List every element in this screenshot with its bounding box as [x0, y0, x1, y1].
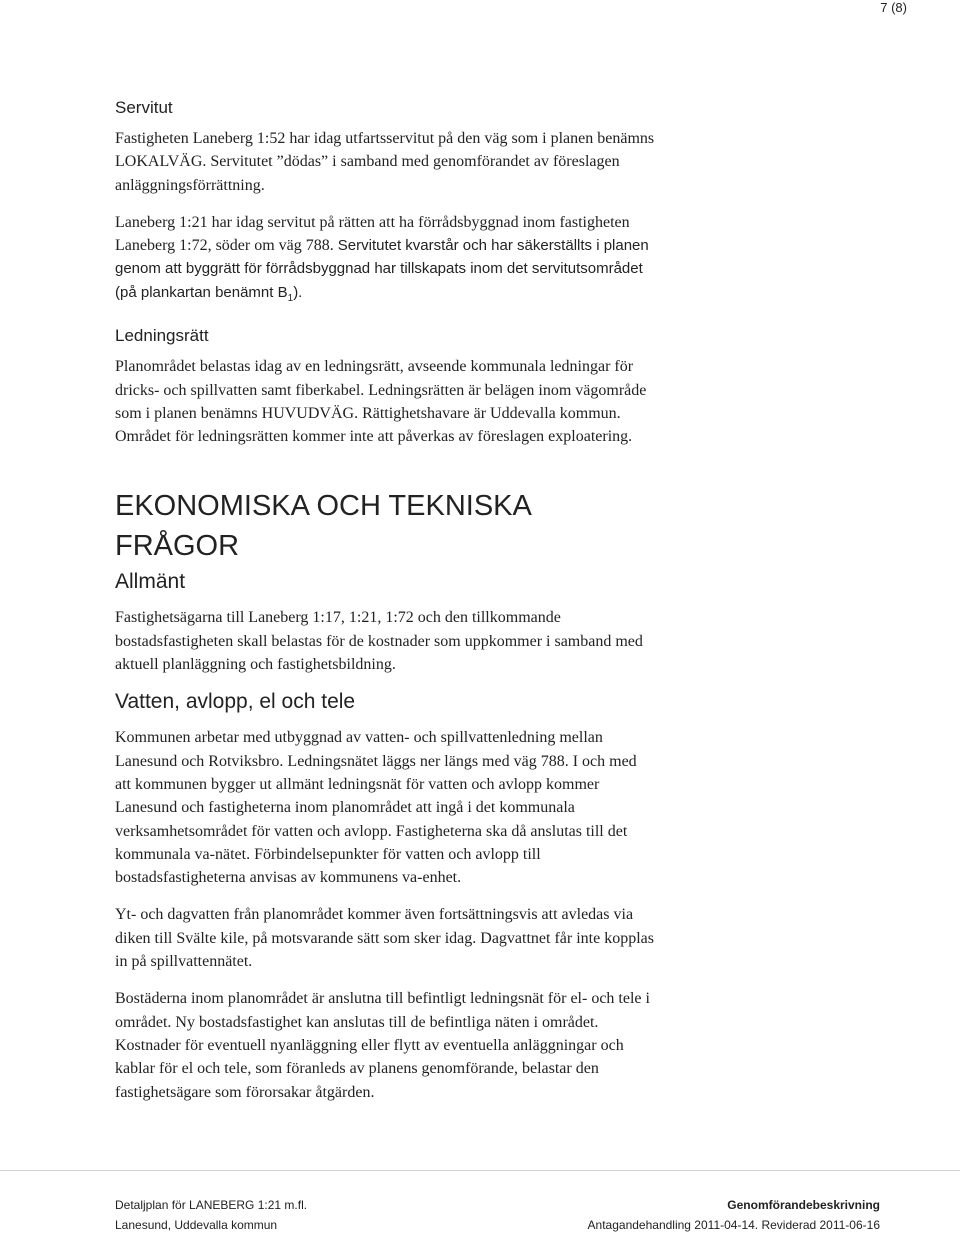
heading-ekonomiska-line2: FRÅGOR: [115, 530, 240, 563]
paragraph-servitut-2-end: ).: [293, 283, 303, 301]
footer-row-1: [115, 1195, 880, 1215]
paragraph-vatten-3: Bostäderna inom planområdet är anslutna till befintligt ledningsnät för el- och tele i området. Ny bostadsfastighet kan anslutas till de befintliga näten i området. Kostnader för eventuell nyanläggning eller flytt av eventuella anläggningar och kablar för el och tele, som föranleds av planens genomförande, belastar den fastighetsägare som förorsakar åtgärden.: [115, 990, 650, 1101]
footer-location: Lanesund, Uddevalla kommun: [115, 1218, 278, 1232]
paragraph-vatten-2: Yt- och dagvatten från planområdet kommer även fortsättningsvis att avledas via diken till Svälte kile, på motsvarande sätt som sker idag. Dagvattnet får inte kopplas in på spillvattennätet.: [115, 906, 654, 971]
heading-allmant: Allmänt: [115, 570, 186, 594]
section-servitut: [115, 96, 655, 310]
footer-divider: [0, 1170, 960, 1171]
page-footer: [115, 1195, 880, 1235]
footer-document-type: Genomförandebeskrivning: [727, 1198, 880, 1212]
paragraph-servitut-2-serif: Laneberg 1:21 har idag servitut på rätten att ha förrådsbyggnad inom fastigheten Laneberg 1:72, söder om väg 788.: [115, 213, 630, 255]
paragraph-allmant: Fastighetsägarna till Laneberg 1:17, 1:21, 1:72 och den tillkommande bostadsfastigheten skall belastas för de kostnader som uppkommer i samband med aktuell planläggning och fastighetsbildning.: [115, 609, 643, 674]
paragraph-servitut-2: [115, 211, 655, 310]
section-ekonomiska: [115, 486, 655, 1103]
subscript-b1: 1: [287, 292, 294, 304]
heading-servitut: Servitut: [115, 98, 173, 117]
paragraph-servitut-1: Fastigheten Laneberg 1:52 har idag utfartsservitut på den väg som i planen benämns LOKALVÄG. Servitutet ”dödas” i samband med genomförandet av föreslagen anläggningsförrättning.: [115, 130, 655, 194]
document-body: [115, 96, 655, 1118]
heading-vatten: Vatten, avlopp, el och tele: [115, 690, 356, 714]
heading-ekonomiska: [115, 486, 655, 566]
heading-ekonomiska-line1: EKONOMISKA OCH TEKNISKA: [115, 490, 532, 523]
section-ledningsratt: [115, 324, 655, 448]
footer-revision: Antagandehandling 2011-04-14. Reviderad 2011-06-16: [587, 1218, 880, 1232]
paragraph-vatten-1: Kommunen arbetar med utbyggnad av vatten- och spillvattenledning mellan Lanesund och Rotviksbro. Ledningsnätet läggs ner längs med väg 788. I och med att kommunen bygger ut allmänt ledningsnät för vatten och avlopp kommer Lanesund och fastigheterna inom planområdet att ingå i det kommunala verksamhetsområdet för vatten och avlopp. Fastigheterna ska då anslutas till det kommunala va-nätet. Förbindelsepunkter för vatten och avlopp till bostadsfastigheterna anvisas av kommunens va-enhet.: [115, 729, 637, 887]
footer-plan-title: Detaljplan för LANEBERG 1:21 m.fl.: [115, 1198, 308, 1212]
paragraph-ledningsratt: Planområdet belastas idag av en ledningsrätt, avseende kommunala ledningar för dricks- och spillvatten samt fiberkabel. Ledningsrätten är belägen inom vägområde som i planen benämns HUVUDVÄG. Rättighetshavare är Uddevalla kommun. Området för ledningsrätten kommer inte att påverkas av föreslagen exploatering.: [115, 358, 647, 446]
paragraph-servitut-2-sans: Servitutet kvarstår och har säkerställts i planen genom att byggrätt för förrådsbyggnad har tillskapats inom det servitutsområdet (på plankartan benämnt B: [115, 237, 649, 301]
footer-row-2: [115, 1215, 880, 1235]
page-number: 7 (8): [880, 0, 907, 15]
heading-ledningsratt: Ledningsrätt: [115, 326, 209, 346]
